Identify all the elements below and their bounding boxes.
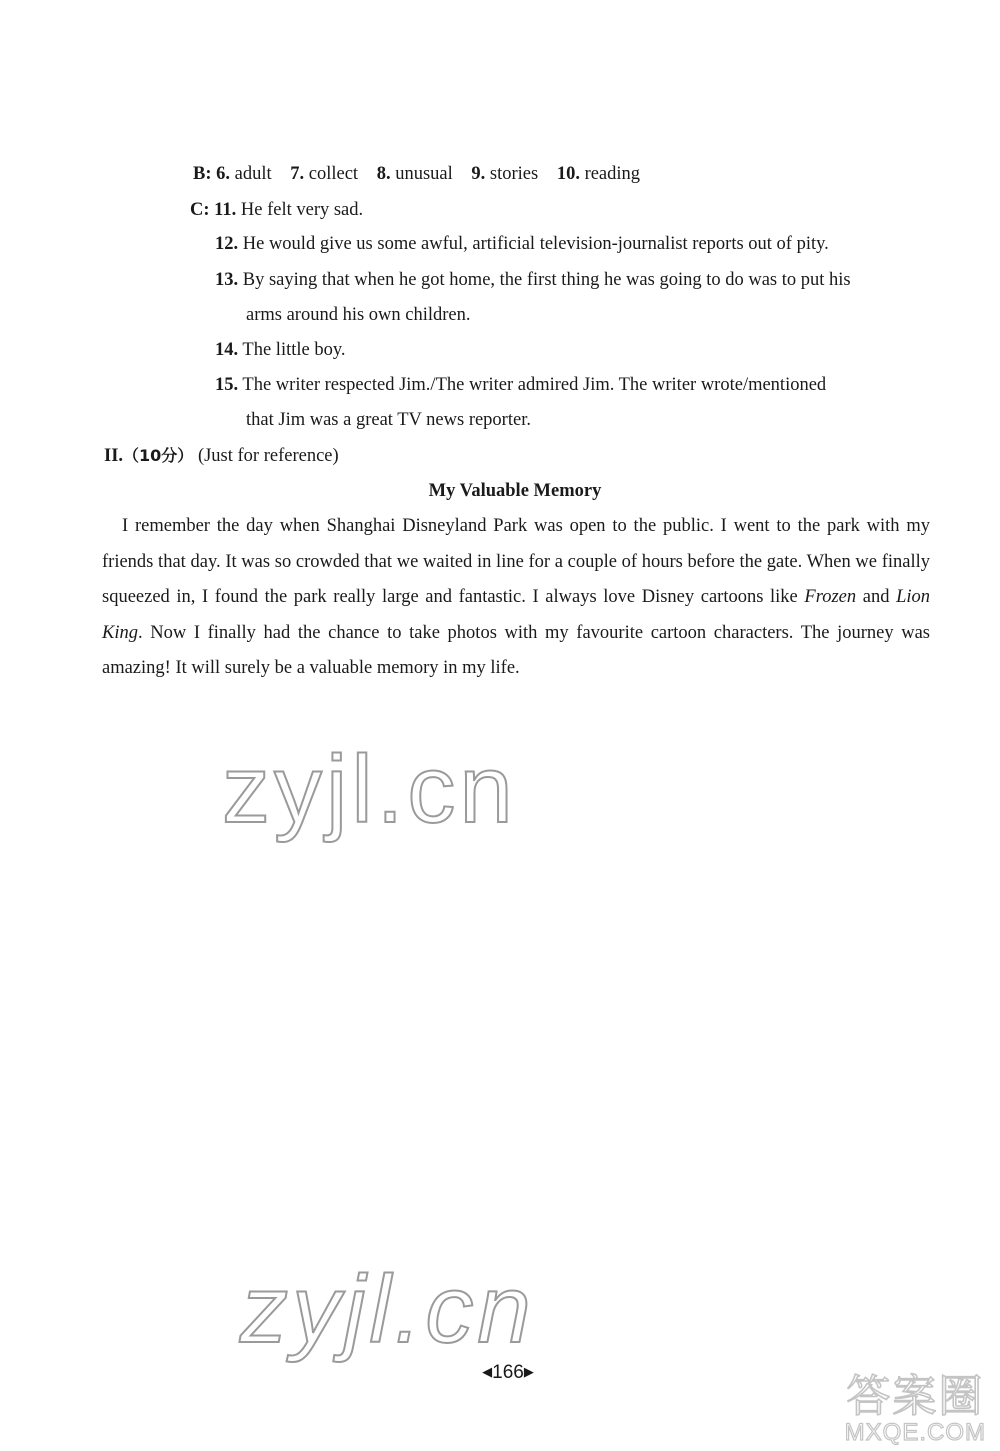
answer-14: The little boy. bbox=[242, 340, 346, 360]
essay-text-and: and bbox=[856, 587, 897, 607]
section-b-label: B: bbox=[193, 164, 212, 184]
answer-12-line bbox=[215, 233, 829, 255]
section-b-answers bbox=[193, 163, 640, 185]
answer-15-line2: that Jim was a great TV news reporter. bbox=[246, 410, 531, 430]
left-arrow-icon: ◀ bbox=[482, 1364, 493, 1379]
answer-12: He would give us some awful, artificial television-journalist reports out of pity. bbox=[242, 234, 829, 254]
essay-body bbox=[102, 509, 930, 687]
section-ii-label: II. bbox=[104, 446, 124, 466]
section-ii-score: （10分） bbox=[123, 446, 194, 465]
answer-13-line bbox=[215, 269, 851, 291]
answer-8: unusual bbox=[395, 164, 453, 184]
essay-title: My Valuable Memory bbox=[428, 481, 602, 501]
answer-14-num: 14. bbox=[215, 340, 239, 360]
answer-11-num: 11. bbox=[214, 200, 237, 220]
answer-13-line2: arms around his own children. bbox=[246, 305, 471, 325]
answer-7: collect bbox=[308, 164, 359, 184]
answer-15-line bbox=[215, 374, 826, 396]
answer-15-cont bbox=[246, 409, 531, 431]
answer-11: He felt very sad. bbox=[240, 200, 364, 220]
watermark-lower: zyjl.cn bbox=[240, 1256, 535, 1363]
essay-paragraph bbox=[102, 509, 930, 687]
answer-10-num: 10. bbox=[556, 164, 580, 184]
corner-watermark-domain: MXQE.COM bbox=[844, 1419, 986, 1446]
answer-14-line bbox=[215, 339, 346, 361]
answer-15-line1: The writer respected Jim./The writer admired Jim. The writer wrote/mentioned bbox=[242, 375, 827, 395]
watermark-upper: zyjl.cn bbox=[222, 736, 517, 843]
answer-6: adult bbox=[234, 164, 272, 184]
answer-9: stories bbox=[489, 164, 539, 184]
answer-13-num: 13. bbox=[215, 270, 239, 290]
answer-10: reading bbox=[584, 164, 641, 184]
answer-8-num: 8. bbox=[376, 164, 391, 184]
answer-12-num: 12. bbox=[215, 234, 239, 254]
answer-13-line1: By saying that when he got home, the first thing he was going to do was to put his bbox=[242, 270, 851, 290]
section-c-label: C: bbox=[190, 200, 210, 220]
essay-title-lion-king: Lion King bbox=[102, 587, 931, 643]
answer-7-num: 7. bbox=[290, 164, 305, 184]
right-arrow-icon: ▶ bbox=[523, 1364, 534, 1379]
answer-13-cont bbox=[246, 304, 471, 326]
section-ii-header bbox=[104, 445, 339, 467]
answer-9-num: 9. bbox=[471, 164, 486, 184]
corner-watermark-text: 答案圈 bbox=[846, 1371, 985, 1422]
corner-watermark-logo bbox=[845, 1373, 986, 1445]
answer-6-num: 6. bbox=[216, 164, 230, 184]
essay-text-a: I remember the day when Shanghai Disneyland Park was open to the public. I went to the park with my friends that day. It was so crowded that we waited in line for a couple of hours before the gate. When we finally squeezed in, I found the park really large and fantastic. I always love Disney cartoons like bbox=[102, 516, 930, 607]
essay-text-b: . Now I finally had the chance to take photos with my favourite cartoon characters. The journey was amazing! It will surely be a valuable memory in my life. bbox=[102, 622, 930, 678]
page-number-value: 166 bbox=[492, 1362, 524, 1383]
answer-15-num: 15. bbox=[215, 375, 239, 395]
section-ii-note: (Just for reference) bbox=[197, 446, 339, 466]
essay-title-frozen: Frozen bbox=[804, 587, 857, 607]
answer-11-line bbox=[190, 199, 363, 221]
